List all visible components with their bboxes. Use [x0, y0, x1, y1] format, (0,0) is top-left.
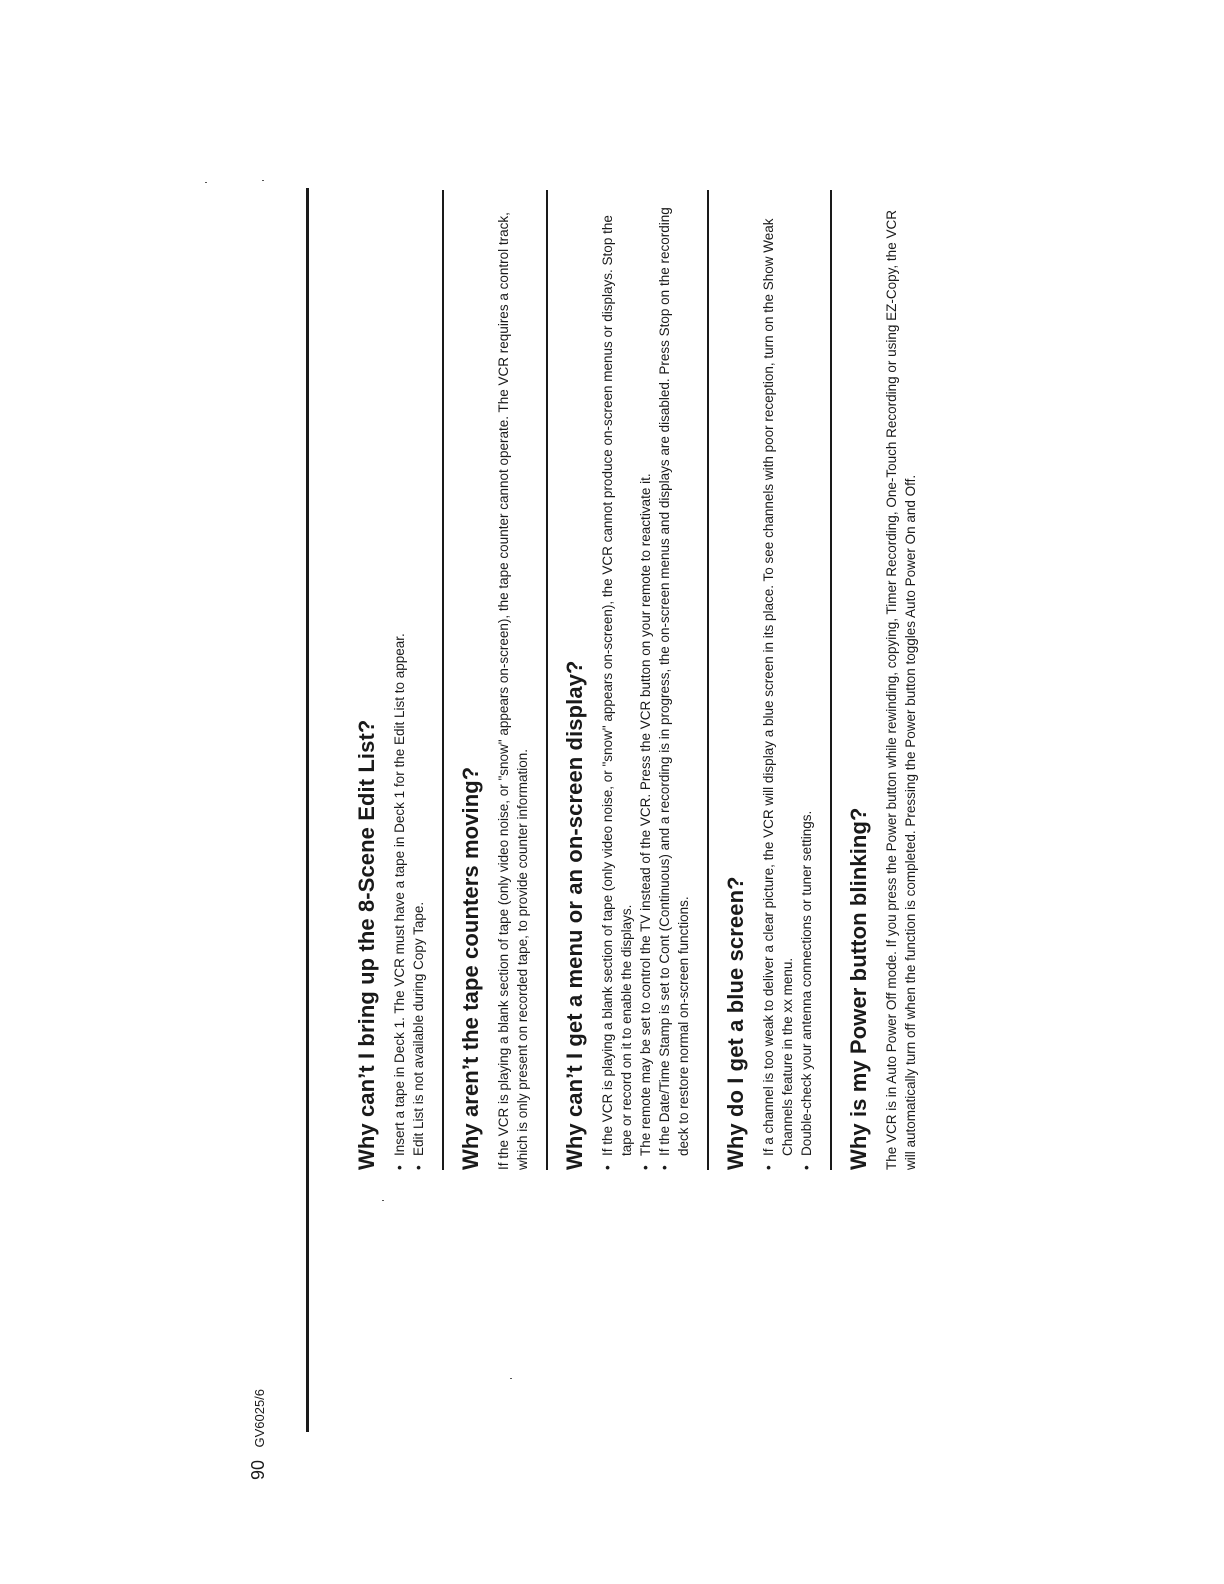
bullet-item: • If the Date/Time Stamp is set to Cont (Continuous) and a recording is in progress, the on-screen menus and displays are disabled. Press Stop on the recording deck to restore normal on-screen functions. [655, 190, 693, 1170]
scan-speck [382, 1200, 384, 1201]
left-rule [306, 188, 309, 1432]
section-paragraph: If the VCR is playing a blank section of tape (only video noise, or "snow" appears on-screen), the tape counter cannot operate. The VCR requires a control track, which is only present on recorded tape, to provide counter information. [496, 212, 530, 1170]
section-heading: Why can’t I get a menu or an on-screen display? [562, 660, 587, 1170]
scan-speck [262, 180, 264, 181]
bullet-item: • Edit List is not available during Copy Tape. [409, 190, 428, 1170]
bullet-item: • Double-check your antenna connections or tuner settings. [797, 190, 816, 1170]
bullet-list [759, 190, 816, 1170]
section-edit-list [330, 190, 428, 1170]
page-content [330, 190, 1090, 1170]
model-number: GV6025/6 [252, 1388, 267, 1448]
section-tape-counters [442, 190, 532, 1170]
section-on-screen-display [546, 190, 693, 1170]
section-blue-screen [707, 190, 816, 1170]
section-heading: Why do I get a blue screen? [723, 876, 748, 1170]
bullet-list [390, 190, 428, 1170]
page-footer [248, 1360, 288, 1480]
bullet-item: • If a channel is too weak to deliver a clear picture, the VCR will display a blue screen in its place. To see channels with poor reception, turn on the Show Weak Channels feature in the xx menu. [759, 190, 797, 1170]
scan-speck [205, 182, 207, 183]
section-power-button [830, 190, 920, 1170]
section-heading: Why aren’t the tape counters moving? [458, 766, 483, 1170]
bullet-item: • Insert a tape in Deck 1. The VCR must have a tape in Deck 1 for the Edit List to appear. [390, 190, 409, 1170]
section-heading: Why is my Power button blinking? [846, 807, 871, 1170]
bullet-item: • The remote may be set to control the TV instead of the VCR. Press the VCR button on your remote to reactivate it. [636, 190, 655, 1170]
section-heading: Why can’t I bring up the 8-Scene Edit List? [354, 719, 379, 1170]
section-paragraph: The VCR is in Auto Power Off mode. If you press the Power button while rewinding, copying, Timer Recording, One-Touch Recording or using EZ-Copy, the VCR will automatically turn off when the function is completed. Pressing the Power button toggles Auto Power On and Off. [884, 210, 918, 1170]
bullet-list [598, 190, 693, 1170]
scan-speck [510, 1378, 512, 1379]
bullet-item: • If the VCR is playing a blank section of tape (only video noise, or "snow" appears on-screen), the VCR cannot produce on-screen menus or displays. Stop the tape or record on it to enable the displays. [598, 190, 636, 1170]
page-number: 90 [248, 1459, 268, 1480]
